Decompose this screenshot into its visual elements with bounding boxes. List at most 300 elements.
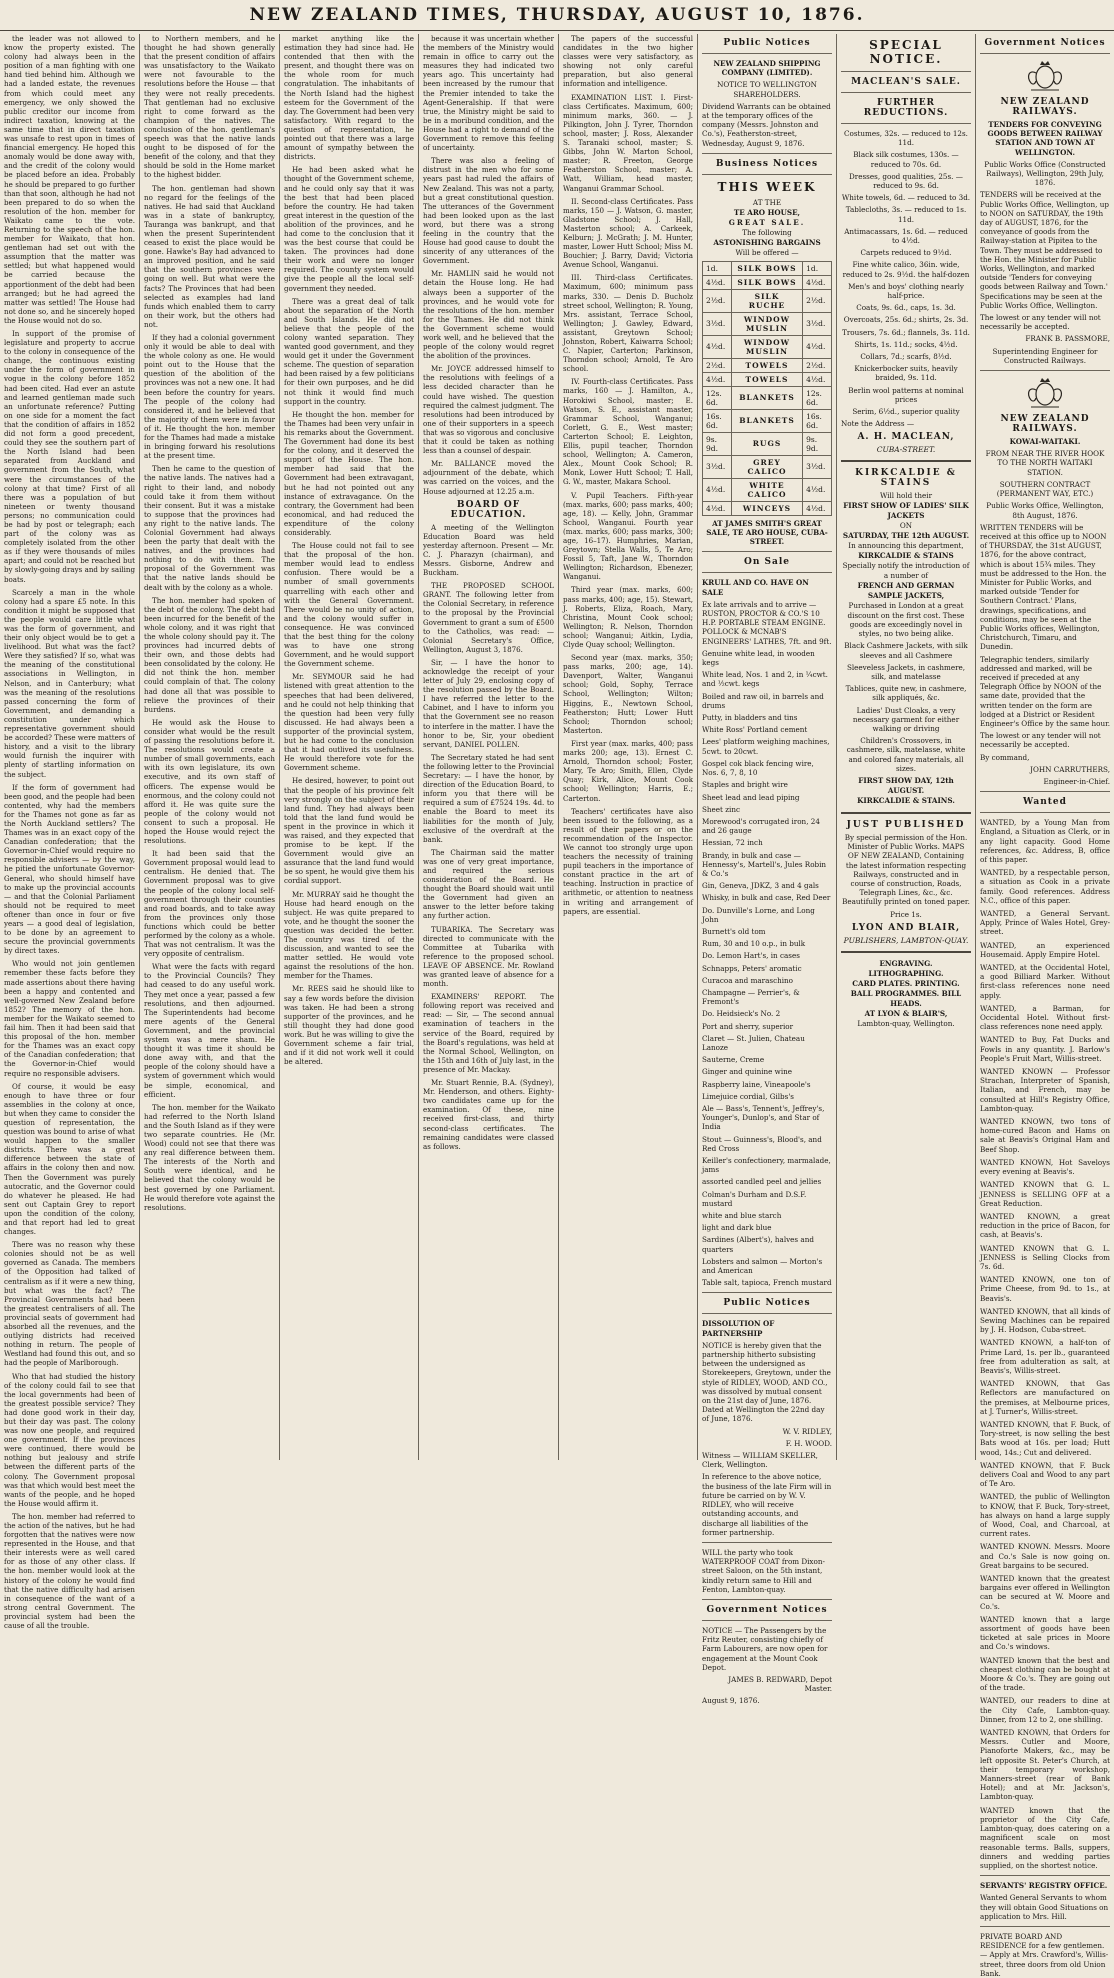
price-row [703, 501, 832, 515]
ad-line: AT LYON & BLAIR'S, [864, 1008, 948, 1018]
price-row [703, 372, 832, 386]
article-paragraph: The hon. gentleman had shown no regard for the feelings of the natives. He had said that Auckland was in a state of bankruptcy, Tauranga was bankrupt, and that when the present Superintendent ceased to exist the place would be gone. Hawke's Bay had advanced to an improved position, and he said that the southern provinces were going on well. But what were the facts? The Provinces that had been selected as examples had land funds which enabled them to carry on their work, but the others had not. [144, 183, 275, 329]
ad-body: Ex late arrivals and to arrive — RUSTON, PROCTOR & CO.'S 10 H.P. PORTABLE STEAM ENGINE. POLLOCK & MCNAB'S ENGINEERS' LATHES, 7ft. and 9ft. [702, 599, 832, 646]
article-paragraph: It had been said that the Government proposal would lead to centralism. He denied that. The Government proposal was to give the people of the colony local self-government through their counties and road boards, and to take away from the provinces only those functions which could be better performed by the colony as a whole. That was not centralism. It was the very opposite of centralism. [144, 849, 275, 959]
article-paragraph: He had been asked what he thought of the Government scheme, and he could only say that it was the best that had been placed before the country. He had taken great interest in the question of the abolition of the provinces, and he had come to the conclusion that it was the best course that could be taken. The provinces had done their work and were no longer required. The county system would give the people all the local self-government they needed. [284, 165, 414, 293]
price-row [703, 261, 832, 275]
list-item: Sheet zinc [702, 804, 740, 814]
section-heading: Government Notices [984, 38, 1106, 48]
price-value: 2½d. [803, 289, 832, 312]
list-item: Black silk costumes, 130s. — reduced to 70s. 6d. [853, 150, 959, 169]
article-paragraph: The Chairman said the matter was one of very great importance, and required the serious consideration of the Board. He thought the Board should wait until the Government had given an answer to the letter before taking any further action. [423, 847, 554, 921]
article-paragraph: First year (max. marks, 400; pass marks 200; age, 13). Ernest C. Arnold, Thorndon school; Foster, Mary, Te Aro; Smith, Ellen, Clyde Quay; Kirk, Alice, Mount Cook school; Wellington; Harris, E.; Carterton. [563, 738, 693, 803]
divider [980, 1875, 1110, 1876]
list-item: Costumes, 32s. — reduced to 12s. 11d. [844, 129, 968, 148]
price-row [703, 275, 832, 289]
wanted-ad: WANTED, a Barman, for Occidental Hotel. Without first-class references none need apply. [980, 1003, 1110, 1032]
list-item: Collars, 7d.; scarfs, 8½d. [860, 352, 952, 362]
article-paragraph: If they had a colonial government only it would be able to deal with the whole colony as one. He would point out to the House that the question of the abolition of the provinces was not a new one. It had been before the country for years. The people of the colony had considered it, and he believed that the majority of them were in favour of it. He thought the hon. member for the Thames had made a mistake in bringing forward his resolutions at the present time. [144, 333, 275, 461]
divider [841, 92, 971, 93]
list-item: assorted candled peel and jellies [702, 1177, 822, 1187]
ad-line: ENGRAVING. LITHOGRAPHING. [868, 958, 944, 978]
list-item: Lobsters and salmon — Morton's and American [702, 1256, 823, 1276]
wanted-ad: WANTED known that the greatest bargains ever offered in Wellington can be secured at W. Moore and Co.'s. [980, 1574, 1110, 1611]
wanted-ad: WANTED KNOWN — Professor Strachan, Interpreter of Spanish, Italian, and French, may be consulted at Hill's Registry Office, Lambton-quay. [980, 1067, 1110, 1113]
price-row [703, 289, 832, 312]
article-paragraph: If the form of government had been good, and the people had been contented, why had the members for the Thames not gone as far as the North Auckland settlers? The Thames was in an exact copy of the Canadian confederation; that the Governor-in-Chief would require no responsible advisers — by the way, he pitied the unfortunate Governor-General, who should himself have to make up the provincial accounts — and that the Colonial Parliament should not be required to meet oftener than once in four or five years — a good deal of legislation, to be done by an agreement to secure the provincial governments by direct taxes. [4, 782, 135, 956]
article-paragraph: There was no reason why these colonies should not be as well governed as Canada. The members of the Opposition had talked of centralism as if it were a new thing, but what was the fact? The Provincial Governments had been the greatest centralisers of all. The provincial seats of government had absorbed all the revenues, and the outlying districts had received nothing in return. The people of Westland had found this out, and so had the people of Marlborough. [4, 1240, 135, 1368]
list-item: Putty, in bladders and tins [702, 713, 798, 723]
ad-role: Engineer-in-Chief. [1043, 776, 1110, 786]
ad-title: THIS WEEK [717, 179, 817, 194]
price-item-name: GREY CALICO [731, 455, 802, 478]
ad-line: The following [742, 227, 792, 237]
ad-signature: W. V. RIDLEY, [782, 1426, 832, 1436]
list-item: Port and sherry, superior [702, 1021, 794, 1031]
ad-office: Public Works Office (Constructed Railways), Wellington, 29th July, 1876. [984, 159, 1106, 188]
price-item-name: TOWELS [731, 358, 802, 372]
ad-line: GREAT SALE. [728, 217, 806, 227]
price-value: 4½d. [803, 335, 832, 358]
divider [702, 174, 832, 175]
article-paragraph: He would ask the House to consider what would be the result of passing the resolutions before it. The resolutions would create a number of small governments, each with its own legislature, its own executive, and its own staff of officers. The expense would be enormous, and the colony could not afford it. He was quite sure the people of the colony would not consent to such a proposal. He hoped the House would reject the resolutions. [144, 717, 275, 846]
price-value: 4½d. [703, 335, 732, 358]
list-item: White Ross' Portland cement [702, 725, 808, 735]
article-paragraph: The papers of the successful candidates in the two higher classes were very satisfactory, as showing not only careful preparation, but also general information and intelligence. [563, 34, 693, 89]
article-paragraph: The Secretary stated he had sent the following letter to the Provincial Secretary: — I have the honor, by direction of the Education Board, to inform you that there will be required a sum of £7524 19s. 4d. to enable the Board to meet its liabilities for the month of July, exclusive of the overdraft at the bank. [423, 752, 554, 844]
list-item: Sheet lead and lead piping [702, 792, 800, 802]
ad-body: WILL the party who took WATERPROOF COAT from Dixon-street Saloon, on the 5th instant, kindly return same to Hill and Fenton, Lambton-quay. [702, 1547, 825, 1594]
price-item-name: SILK BOWS [731, 275, 802, 289]
divider [841, 123, 971, 124]
price-value: 4½d. [703, 372, 732, 386]
list-item: Knickerbocker suits, heavily braided, 9s. 11d. [854, 364, 958, 383]
article-paragraph: In support of the promise of legislature and property to accrue to the colony in consequence of the change, the continuous existing under the form of government in vogue in the colony before 1852 had been cited. Had ever an astute and learned gentleman made such an unfortunate reference? Putting on one side for a moment the fact that the condition of affairs in 1852 did not form a good precedent, could they see the southern part of the North Island had been separated from Auckland and government from the South, what were the circumstances of the colony at that time? First of all there was a population of but nineteen or twenty thousand persons; no communication could be had by post or telegraph; each part of the colony was as completely isolated from the other as if they were thousands of miles apart; and could not be reached but by slowly-going drays and by sailing boats. [4, 329, 135, 584]
list-item: Limejuice cordial, Gilbs's [702, 1091, 794, 1101]
list-item: Sauterne, Creme [702, 1055, 765, 1065]
ad-body: Dividend Warrants can be obtained at the temporary offices of the company (Messrs. Johnston and Co.'s), Featherston-street, Wednesday, August 9, 1876. [702, 101, 831, 148]
ad-body: In reference to the above notice, the business of the late Firm will in future be carried on by W. V. RIDLEY, who will receive outstanding accounts, and discharge all liabilities of the former partnership. [702, 1472, 832, 1537]
ad-line: Purchased in London at a great discount on the first cost. These goods are exceedingly novel in styles, no two being alike. [847, 601, 965, 639]
article-paragraph: EXAMINERS' REPORT. The following report was received and read: — Sir, — The second annual examination of teachers in the service of the Board, required by the Board's regulations, was held at the Normal School, Wellington, on the 15th and 16th of July last, in the presence of Mr. Mackay. [423, 992, 554, 1074]
article-paragraph: to Northern members, and he thought he had shown generally that the present condition of affairs was unsatisfactory to the Waikato were not favourable to the resolutions before the House — that they were not really precedents. That gentleman had no exclusive right to come forward as the champion of the natives. The conclusion of the hon. gentleman's speech was that the native lands ought to be disposed of for the benefit of the colony, and that they should be sold in the Home market to the highest bidder. [144, 34, 275, 180]
price-value: 3½d. [703, 455, 732, 478]
list-item: Morewood's corrugated iron, 24 and 26 gauge [702, 816, 820, 836]
ad-line: AT THE [752, 197, 782, 207]
divider [702, 1292, 832, 1293]
article-paragraph: Sir, — I have the honor to acknowledge the receipt of your letter of July 29, enclosing copy of the resolution passed by the Board. I have referred the letter to the Cabinet, and I have to inform you that the Government see no reason to interfere in the matter. I have the honor to be, Sir, your obedient servant, DANIEL POLLEN. [423, 657, 554, 749]
divider [702, 1542, 832, 1543]
ad-line: Tablices, quite new, in cashmere, silk appliqués, &c. [845, 684, 967, 703]
article-paragraph: He thought the hon. member for the Thames had been very unfair in his remarks about the Government. The Government had done its best for the colony, and it deserved the support of the House. The hon. member had said that the Government had been extravagant, but he had not pointed out any instance of extravagance. On the contrary, the Government had been economical, and had reduced the expenditure of the colony considerably. [284, 409, 414, 537]
list-item: Boiled and raw oil, in barrels and drums [702, 691, 824, 710]
article-paragraph: THE PROPOSED SCHOOL GRANT. The following letter from the Colonial Secretary, in reference to the proposal by the Provincial Government to grant a sum of £500 to the Catholics, was read: — Colonial Secretary's Office, Wellington, August 3, 1876. [423, 581, 554, 654]
list-item: Colman's Durham and D.S.F. mustard [702, 1189, 807, 1208]
price-value: 12s. 6d. [803, 386, 832, 409]
price-item-name: WINDOW MUSLIN [731, 312, 802, 335]
column-4 [419, 34, 558, 1460]
list-item: Ginger and quinine wine [702, 1067, 793, 1077]
divider [980, 1926, 1110, 1927]
list-item: Stout — Guinness's, Blood's, and Red Cross [702, 1134, 822, 1153]
list-item: Staples and bright wire [702, 780, 788, 790]
ad-line: Sleeveless Jackets, in cashmere, silk, and matelasse [846, 662, 966, 681]
price-item-name: BLANKETS [731, 409, 802, 432]
price-value: 9s. 9d. [803, 432, 832, 455]
price-row [703, 335, 832, 358]
price-value: 1d. [803, 261, 832, 275]
ad-line: KIRKCALDIE & STAINS [858, 551, 954, 561]
ad-line: BALL PROGRAMMES. BILL HEADS. [850, 988, 962, 1008]
list-item: light and dark blue [702, 1223, 772, 1233]
section-heading: Wanted [1023, 797, 1067, 808]
column-8 [976, 34, 1114, 1978]
price-value: 4½d. [703, 275, 732, 289]
article-paragraph: The hon. member for the Waikato had referred to the North Island and the South Island as if they were two separate countries. He (Mr. Wood) could not see that there was any real difference between them. The interests of the North and South were identical, and he believed that the colony would be best governed by one Parliament. He would therefore vote against the resolutions. [144, 1102, 275, 1212]
ad-body: The lowest or any tender will not necessarily be accepted. [980, 731, 1101, 750]
ad-price: Price 1s. [890, 909, 922, 919]
divider [980, 53, 1110, 54]
section-heading: On Sale [744, 557, 790, 568]
wanted-ad: WANTED KNOWN, that F. Buck, of Tory-street, is now selling the best Bats wood at 16s. per load; Hutt wood, 14s.; Cut and delivered. [980, 1419, 1110, 1457]
price-value: 2½d. [703, 289, 732, 312]
reductions-list [841, 129, 971, 416]
price-value: 4½d. [803, 478, 832, 501]
price-value: 9s. 9d. [703, 432, 732, 455]
price-item-name: TOWELS [731, 372, 802, 386]
divider [702, 572, 832, 573]
ad-address: PUBLISHERS, LAMBTON-QUAY. [843, 935, 969, 945]
article-paragraph: because it was uncertain whether the members of the Ministry would remain in office to carry out the measures they had indicated two years ago. This uncertainty had been increased by the rumour that the Premier intended to take the Agent-Generalship. If that were true, the Ministry might be said to be in a moribund condition, and the House had a right to demand of the Government to remove this feeling of uncertainty. [423, 34, 554, 153]
wanted-ad: WANTED, a General Servant. Apply, Prince of Wales Hotel, Grey-street. [980, 909, 1110, 937]
ad-line: Lambton-quay, Wellington. [857, 1018, 955, 1028]
article-paragraph: TUBARIKA. The Secretary was directed to communicate with the Committee at Tubarika with reference to the proposed school. LEAVE OF ABSENCE. Mr. Rowland was granted leave of absence for a month. [423, 924, 554, 989]
list-item: Fine white calico, 36in. wide, reduced to 2s. 9½d. the half-dozen [842, 260, 970, 279]
divider [702, 53, 832, 54]
price-value: 16s. 6d. [703, 409, 732, 432]
article-paragraph: Who would not join gentlemen remember these facts before they made assertions about there having been a happy and contented and well-governed New Zealand before 1852? The memory of the hon. member for the Waikato seemed to fail him. Then it had been said that this proposal of the hon. member for the Thames was an exact copy of the Canadian confederation; that the Governor-in-Chief would require no responsible advisers. [4, 959, 135, 1078]
ad-subtitle: SOUTHERN CONTRACT (PERMANENT WAY, ETC.) [996, 479, 1094, 499]
list-item: Do. Lemon Hart's, in cases [702, 951, 800, 961]
ad-title: SPECIAL NOTICE. [869, 38, 943, 66]
ad-signature: F. H. WOOD. [785, 1438, 832, 1448]
ad-title: KIRKCALDIE & STAINS [855, 468, 957, 489]
article-paragraph: Mr. HAMLIN said he would not detain the House long. He had always been a supporter of the provinces, and he would vote for the resolutions of the hon. member for the Thames. He did not think the Government scheme would work well, and he believed that the people of the colony would regret the abolition of the provinces. [423, 269, 554, 361]
wanted-ad: WANTED KNOWN, that Orders for Messrs. Cutler and Moore, Pianoforte Makers, &c., may be left opposite St. Peter's Church, at their temporary workshop, Manners-street (rear of Bank Hotel); and at Mr. Jackson's, Lambton-quay. [980, 1728, 1110, 1802]
list-item: Champagne — Perrier's, & Fremont's [702, 987, 800, 1007]
list-item: Rum, 30 and 10 o.p., in bulk [702, 939, 806, 949]
column-5 [559, 34, 697, 1460]
ad-role: Superintending Engineer for Constructed Railways. [992, 346, 1098, 365]
ad-footer: AT JAMES SMITH'S GREAT SALE, TE ARO HOUSE, CUBA-STREET. [706, 518, 828, 547]
price-value: 4½d. [703, 501, 732, 515]
article-paragraph: Teachers' certificates have also been issued to the following, as a result of their papers or on the recommendation of the Inspector. We cannot too strongly urge upon teachers the necessity of training pupil teachers in the importance of constant practice in the art of teaching. Instruction in practice of arithmetic, or attention to neatness in writing and arrangement of papers, are essential. [563, 806, 693, 916]
article-paragraph: What were the facts with regard to the Provincial Councils? They had ceased to do any useful work. They met once a year, passed a few resolutions, and then adjourned. The Superintendents had become mere agents of the General Government, and the provincial system was a mere sham. He thought it was time it should be done away with, and that the people of the colony should have a system of government which would be simple, economical, and efficient. [144, 962, 275, 1099]
ad-subtitle: FURTHER REDUCTIONS. [863, 98, 949, 118]
article-paragraph: Mr. MURRAY said he thought the House had heard enough on the subject. He was quite prepared to vote, and he thought the sooner the question was decided the better. The country was tired of the discussion, and wanted to see the matter settled. He would vote against the resolutions of the hon. member for the Thames. [284, 889, 414, 981]
ad-name: A. H. MACLEAN, [857, 432, 955, 443]
ad-line: Black Cashmere Jackets, with silk sleeves and all Cashmere [844, 641, 968, 660]
article-paragraph: IV. Fourth-class Certificates. Pass marks, 160 — J. Hamilton, A., Horokiwi School, master; E. Watson, S. E., assistant master, Grammar School, Wanganui; Corlett, G. E., West master; Carterton School; E. Leighton, Ellis, pupil teacher, Thorndon school, Wellington; A. Cameron, Alex., Mount Cook School; R. Monk, Lower Hutt School; T. Hall, G. W., master, Makara School. [563, 377, 693, 487]
section-heading: Public Notices [723, 1298, 811, 1309]
list-item: Antimacassars, 1s. 6d. — reduced to 4½d. [844, 226, 968, 246]
article-paragraph: Mr. JOYCE addressed himself to the resolutions with feelings of a less decided character than he could have wished. The question required the calmest judgment. The resolutions had been introduced by one of their supporters in a speech that was so vigorous and conclusive that it could be taken as nothing less than a counsel of despair. [423, 364, 554, 456]
divider [702, 551, 832, 552]
ad-body: Telegraphic tenders, similarly addressed and marked, will be received if preceded at any Telegraph Office by NOON of the same date, provided that the written tender on the form are lodged at a District or Resident Engineer's Office by the same hour. [980, 654, 1111, 728]
ad-body: WRITTEN TENDERS will be received at this office up to NOON of THURSDAY, the 31st AUGUST, 1876, for the above contract, which is about 15¾ miles. They must be addressed to the Hon. the Minister for Public Works, and marked outside 'Tender for Southern Contract.' Plans, drawings, specifications, and conditions, may be seen at the Public Works offices, Wellington, Christchurch, Timaru, and Dunedin. [980, 522, 1107, 652]
price-row [703, 312, 832, 335]
list-item: Tablecloths, 3s. — reduced to 1s. 11d. [845, 205, 967, 224]
ad-subtitle: TENDERS FOR CONVEYING GOODS BETWEEN RAILWAY STATION AND TOWN AT WELLINGTON. [987, 120, 1103, 157]
list-item: Do. Heidsieck's No. 2 [702, 1009, 781, 1019]
ad-line: KIRKCALDIE & STAINS. [857, 795, 955, 805]
ad-title: DISSOLUTION OF PARTNERSHIP [702, 1319, 775, 1338]
price-value: 12s. 6d. [703, 386, 732, 409]
column-7 [837, 34, 975, 1460]
ad-subtitle: NOTICE TO WELLINGTON SHAREHOLDERS. [717, 80, 817, 99]
list-item: Lees' platform weighing machines, 5cwt. to 20cwt. [702, 737, 830, 756]
article-paragraph: Of course, it would be easy enough to have three or four assemblies in the colony at once, but when they came to consider the question of representation, the question was bound to arise of what would happen to the smaller districts. There was a great difference between the state of affairs in the colony then and now. Then the Government was purely autocratic, and the Governor could do whatever he pleased. He had sent out Captain Grey to report upon the condition of the colony, and that report had led to great changes. [4, 1081, 135, 1237]
list-item: Gin, Geneva, JDKZ, 3 and 4 gals [702, 881, 819, 891]
divider [980, 370, 1110, 371]
price-item-name: WINDOW MUSLIN [731, 335, 802, 358]
ad-date: August 9, 1876. [702, 1696, 760, 1706]
ad-body: The lowest or any tender will not necessarily be accepted. [980, 313, 1101, 332]
section-heading: Business Notices [715, 158, 819, 169]
article-paragraph: Second year (max. marks, 350; pass marks, 200; age, 14). Davenport, Walter, Wanganui school; Gold, Sophy, Terrace School, Wellington; Wilton; Higgins, E., Newtown School, Featherston; Hutt; Lower Hutt School; Thorndon school; Masterton. [563, 653, 693, 735]
ad-address: CUBA-STREET. [876, 445, 936, 455]
price-value: 4½d. [803, 372, 832, 386]
price-value: 3½d. [803, 455, 832, 478]
article-paragraph: Mr. BALLANCE moved the adjournment of the debate, which was carried on the voices, and the House adjourned at 12.25 a.m. [423, 459, 554, 496]
ad-name: LYON AND BLAIR, [851, 922, 961, 933]
price-row [703, 409, 832, 432]
list-item: Shirts, 1s. 11d.; socks, 4½d. [854, 339, 958, 349]
royal-crest-icon [1023, 376, 1067, 410]
column-6 [698, 34, 836, 1706]
price-item-name: SILK BOWS [731, 261, 802, 275]
ad-body: PRIVATE BOARD AND RESIDENCE for a few gentlemen. — Apply at Mrs. Crawford's, Willis-street, three doors from old Union Bank. [980, 1931, 1109, 1978]
list-item: Berlin wool patterns at nominal prices [848, 385, 964, 404]
article-paragraph: V. Pupil Teachers. Fifth-year (max. marks, 600; pass marks, 400; age, 18). — Kelly, John, Grammar School, Wanganui. Fourth year (max. marks, 600; pass marks, 300; age, 16–17). Humphries, Marian, Greytown; Stella Walls, 5, Te Aro; Fossil 5, Taft, Jane W., Thorndon Wellington; Richardson, Ebenezer, Wanganui. [563, 490, 693, 582]
price-value: 4½d. [703, 478, 732, 501]
article-paragraph: II. Second-class Certificates. Pass marks, 150 — J. Watson, G. master, Gladstone School; J. Hall, Masterton school; A. Carkeek, Kelburn; J. McGrath; J. M. Hunter, master, Lower Hutt School; Miss M. Bouchier; J. Barry, David; Victoria Avenue School, Wanganui. [563, 196, 693, 270]
price-item-name: BLANKETS [731, 386, 802, 409]
list-item: White towels, 6d. — reduced to 3d. [841, 193, 971, 203]
wanted-ad: WANTED, our readers to dine at the City Cafe, Lambton-quay. Dinner, from 12 to 2, one shilling. [980, 1696, 1110, 1724]
ad-line: Will be offered — [735, 247, 799, 257]
ad-line: ASTONISHING BARGAINS [713, 237, 821, 247]
article-paragraph: Who that had studied the history of the colony could fail to see that the local governments had been of the greatest possible service? They had done good work in their day, but their day was past. The colony was now one people, and required one government. If the provinces were continued, there would be nothing but jealousy and strife between the different parts of the colony. The Government proposal was that which would best meet the wants of the people, and he hoped the House would affirm it. [4, 1371, 135, 1508]
wanted-ad: WANTED KNOWN. Messrs. Moore and Co.'s Sale is now going on. Great bargains to be secured. [980, 1542, 1110, 1570]
list-item: Serim, 6½d., superior quality [852, 407, 960, 417]
column-2 [140, 34, 279, 1460]
list-item: Coats, 9s. 6d., caps, 1s. 3d. [856, 303, 956, 313]
divider [702, 1620, 832, 1621]
wanted-ad: WANTED KNOWN that G. L. JENNESS is SELLING OFF at a Great Reduction. [980, 1180, 1110, 1208]
article-paragraph: The hon. member had spoken of the debt of the colony. The debt had been incurred for the benefit of the whole colony, and it was right that the whole colony should pay it. The provinces had incurred debts of their own, and those debts had been consolidated by the colony. He did not think the hon. member could complain of that. The colony had done all that was possible to relieve the provinces of their burdens. [144, 595, 275, 714]
list-item: Claret — St. Julien, Chateau Lanoze [702, 1033, 805, 1052]
wanted-list [980, 818, 1110, 1870]
divider [841, 812, 971, 814]
article-paragraph: The hon. member had referred to the action of the natives, but he had forgotten that the natives were now represented in the House, and that their interests were as well cared for as those of any other class. If the hon. member would look at the history of the colony he would find that the native difficulty had arisen in consequence of the want of a strong central Government. The provincial system had been the cause of all the trouble. [4, 1511, 135, 1631]
ad-line: Children's Crossovers, in cashmere, silk, matelasse, white and colored fancy materials, all sizes. [846, 736, 966, 773]
section-heading: Public Notices [723, 38, 811, 48]
ad-line: ON [899, 521, 913, 531]
price-row [703, 432, 832, 455]
section-heading: BOARD OF EDUCATION. [450, 499, 527, 520]
ad-witness: Witness — WILLIAM SKELLER, Clerk, Wellington. [702, 1451, 818, 1470]
krull-item-list [702, 649, 832, 1288]
list-item: Dresses, good qualities, 25s. — reduced to 9s. 6d. [849, 171, 963, 191]
ad-title: SERVANTS' REGISTRY OFFICE. [980, 1881, 1108, 1891]
divider [841, 460, 971, 462]
ad-line: SATURDAY, THE 12th AUGUST. [842, 531, 970, 541]
ad-line: In announcing this department, [848, 541, 964, 551]
list-item: Do. Dunville's Lorne, and Long John [702, 905, 815, 924]
list-item: Genuine white lead, in wooden kegs [702, 648, 815, 668]
masthead-title: NEW ZEALAND TIMES, THURSDAY, AUGUST 10, 1876. [249, 5, 865, 25]
list-item: White lead, Nos. 1 and 2, in ¼cwt. and ½cwt. kegs [702, 670, 828, 689]
ad-line: FIRST SHOW DAY, 12th AUGUST. [858, 775, 954, 795]
wanted-ad: WANTED known that the best and cheapest clothing can be bought at Moore & Co.'s. They are going out of the trade. [980, 1655, 1110, 1693]
list-item: Gospel cok black fencing wire, Nos. 6, 7, 8, 10 [702, 758, 814, 778]
list-item: Hessian, 72 inch [702, 838, 763, 848]
price-value: 3½d. [703, 312, 732, 335]
price-row [703, 478, 832, 501]
article-paragraph: Then he came to the question of the native lands. The natives had a right to their land, and nobody could take it from them without their consent. But it was a mistake to suppose that the provinces had any right to the native lands. The Colonial Government had always been the party that dealt with the natives, and the provinces had nothing to do with them. The proposal of the Government was that the native lands should be dealt with by the colony as a whole. [144, 464, 275, 592]
wanted-ad: WANTED KNOWN, a half-ton of Prime Lard, 1s. per lb., guaranteed free from adulteration as salt, at Beavis's, Willis-street. [980, 1338, 1110, 1375]
price-item-name: SILK RUCHE [731, 289, 802, 312]
article-paragraph: Third year (max. marks, 600; pass marks, 400; age, 15). Stewart, J. Roberts, Eliza, Roach, Mary, Christina, Mount Cook school; Wellington; R. Nelson, Thorndon school; Wanganui; Aitkin, Lydia, Clyde Quay school; Wellington. [563, 585, 693, 649]
article-paragraph: There was also a feeling of distrust in the men who for some years past had ruled the affairs of New Zealand. This was not a party, but a great constitutional question. The utterances of the Government had been looked upon as the last word, but there was a strong feeling in the country that the House had good cause to doubt the sincerity of any utterances of the Government. [423, 156, 554, 266]
wanted-ad: WANTED, at the Occidental Hotel, a good Billiard Marker. Without first-class references none need apply. [980, 963, 1110, 1000]
price-value: 2½d. [703, 358, 732, 372]
divider [980, 791, 1110, 792]
list-item: Burnett's old tom [702, 926, 766, 936]
article-paragraph: A meeting of the Wellington Education Board was held yesterday afternoon. Present — Mr. C. J. Pharazyn (chairman), and Messrs. Gisborne, Andrew and Buckham. [423, 522, 554, 578]
list-item: Whisky, in bulk and case, Red Deer [702, 893, 831, 903]
list-item: Sardines (Albert's), halves and quarters [702, 1235, 814, 1254]
article-paragraph: III. Third-class Certificates. Maximum, 600; minimum pass marks, 330. — Denis D. Bucholz street school, Wellington; R. Young, Mrs. assistant, Terrace School, Wellington; J. Gawley, Edward, assistant, Greytown School; Johnston, Robert, Kaiwarra School; C. Napier, Carterton; Parkinson, Thorndon school; Arnold, Te Aro school. [563, 273, 693, 374]
wanted-ad: WANTED KNOWN, that F. Buck delivers Coal and Wood to any part of Te Aro. [980, 1460, 1110, 1489]
ad-title: NEW ZEALAND SHIPPING COMPANY (LIMITED). [713, 59, 821, 78]
wanted-ad: WANTED KNOWN, that all kinds of Sewing Machines can be repaired by J. H. Hodson, Cuba-street. [980, 1306, 1110, 1335]
ad-body: By special permission of the Hon. Minister of Public Works. MAPS OF NEW ZEALAND, Containing the latest information respecting Railways, constructed and in course of construction, Roads, Telegraph Lines, &c., &c. Beautifully printed on toned paper. [842, 832, 970, 907]
article-paragraph: Scarcely a man in the whole colony had a spare £5 note. In this condition it might be supposed that the people would care little what was the form of government, and their only object would be to get a livelihood. But what was the fact? Were they satisfied? If so, what was the meaning of the constitutional associations in Wellington, in Nelson, and in Canterbury; what was the meaning of the resolutions passed concerning the form of Government, and demanding a constitution under which representative government should be accorded? These were matters of history, and a visit to the library would furnish the inquirer with plenty of startling information on the subject. [4, 587, 135, 779]
ad-title: JUST PUBLISHED [846, 819, 966, 830]
list-item: Curacoa and maraschino [702, 975, 793, 985]
list-item: Schnapps, Peters' aromatic [702, 963, 802, 973]
list-item: Overcoats, 25s. 6d.; shirts, 2s. 3d. [843, 315, 969, 325]
column-3 [280, 34, 418, 1460]
list-item: Table salt, tapioca, French mustard [702, 1278, 832, 1288]
list-item: Carpets reduced to 9½d. [860, 248, 952, 258]
wanted-ad: WANTED known that the proprietor of the City Cafe, Lambton-quay, does catering on a magnificent scale on most reasonable terms. Balls, suppers, dinners and wedding parties supplied, on the shortest notice. [980, 1805, 1110, 1870]
article-paragraph: The House could not fail to see that the proposal of the hon. member would lead to endless confusion. There would be a number of small governments quarrelling with each other and with the General Government. There would be no unity of action, and the colony would suffer in consequence. He was convinced that the best thing for the colony was to have one strong Government, and he would support the Government scheme. [284, 541, 414, 669]
article-paragraph: There was a great deal of talk about the separation of the North and South Islands. He did not believe that the people of the colony wanted separation. They wanted good government, and they would get it under the Government scheme. The question of separation had been raised by a few politicians for their own purposes, and he did not think it would find much support in the country. [284, 296, 414, 406]
wanted-ad: WANTED, by a respectable person, a situation as Cook in a private family. Good references. Address N.C., office of this paper. [980, 868, 1110, 905]
list-item: white and blue starch [702, 1211, 782, 1221]
price-row [703, 358, 832, 372]
ad-line: By command, [980, 752, 1030, 762]
ad-line: Note the Address — [841, 419, 915, 429]
divider [980, 812, 1110, 813]
price-value: 4½d. [803, 501, 832, 515]
list-item: Men's and boys' clothing nearly half-price. [848, 281, 964, 301]
wanted-ad: WANTED to Buy, Fat Ducks and Fowls in any quantity. J. Barlow's People's Fruit Mart, Willis-street. [980, 1035, 1110, 1063]
wanted-ad: WANTED, the public of Wellington to KNOW, that F. Buck, Tory-street, has always on hand a large supply of Wood, Coal, and Charcoal, at current rates. [980, 1492, 1110, 1539]
ad-body: NOTICE — The Passengers by the Fritz Reuter, consisting chiefly of Farm Labourers, are now open for engagement at the Mount Cook Depot. [702, 1625, 828, 1672]
price-item-name: WHITE CALICO [731, 478, 802, 501]
wanted-ad: WANTED, an experienced Housemaid. Apply Empire Hotel. [980, 940, 1110, 959]
wanted-ad: WANTED known that a large assortment of goods have been ticketed at sale prices in Moore and Co.'s windows. [980, 1614, 1110, 1652]
ad-line: Will hold their [879, 491, 933, 501]
article-paragraph: He desired, however, to point out that the people of his province felt very strongly on the subject of their land fund. They had always been told that the land fund would be spent in the province in which it was raised, and they expected that promise to be kept. If the Government would give an assurance that the land fund would be so spent, he would give them his cordial support. [284, 776, 414, 886]
price-value: 4½d. [803, 275, 832, 289]
divider [841, 71, 971, 72]
list-item: Trousers, 7s. 6d.; flannels, 3s. 11d. [842, 327, 970, 337]
ad-subtitle: FROM NEAR THE RIVER HOOK TO THE NORTH WAITAKI STATION. [985, 449, 1105, 477]
masthead [0, 0, 1114, 31]
wanted-ad: WANTED, by a Young Man from England, a Situation as Clerk, or in any light capacity. Good Home references, &c. Address, B, office of this paper. [980, 818, 1110, 864]
list-item: Raspberry laine, Vineapoole's [702, 1079, 811, 1089]
list-item: Keiller's confectionery, marmalade, jams [702, 1156, 831, 1175]
ad-line: FIRST SHOW OF LADIES' SILK JACKETS [843, 501, 969, 521]
ad-subtitle: KOWAI-WAITAKI. [1009, 437, 1081, 447]
divider [702, 1599, 832, 1600]
article-paragraph: Mr. REES said he should like to say a few words before the division was taken. He had been a strong supporter of the provinces, and he still thought they had done good work. But he was willing to give the Government scheme a fair trial, and if it did not work well it could be altered. [284, 984, 414, 1067]
price-table [702, 261, 832, 516]
article-paragraph: Mr. SEYMOUR said he had listened with great attention to the speeches that had been delivered, and he could not help thinking that the question had been very fully discussed. He had always been a supporter of the provincial system, but he had come to the conclusion that it had outlived its usefulness. He would therefore vote for the Government scheme. [284, 672, 414, 773]
wanted-ad: WANTED KNOWN, Hot Saveloys every evening at Beavis's. [980, 1157, 1110, 1177]
wanted-ad: WANTED KNOWN, that Gas Reflectors are manufactured on the premises, at Melbourne prices, at J. Turner's, Willis-street. [980, 1379, 1110, 1416]
ad-line: Ladies' Dust Cloaks, a very necessary garment for either walking or driving [852, 705, 960, 733]
article-paragraph: market anything like the estimation they had since had. He contended that then with the present, and thought there was on the whole room for much congratulation. The inhabitants of the North Island had the highest esteem for the Government of the day. The Government had been very satisfactory. With regard to the question of representation, he pointed out that there was a large amount of sympathy between the districts. [284, 34, 414, 162]
ad-line: CARD PLATES. PRINTING. [852, 978, 960, 988]
ad-line: FRENCH AND GERMAN SAMPLE JACKETS, [857, 581, 955, 601]
ad-body: NOTICE is hereby given that the partnership hitherto subsisting between the undersigned as Storekeepers, Greytown, under the style of RIDLEY, WOOD, AND CO., was dissolved by mutual consent on the 21st day of June, 1876. Dated at Wellington the 22nd day of June, 1876. [702, 1340, 831, 1424]
royal-crest-icon [1023, 59, 1067, 93]
wanted-ad: WANTED KNOWN, one ton of Prime Cheese, from 9d. to 1s., at Beavis's. [980, 1275, 1110, 1303]
ad-signature: FRANK B. PASSMORE, [1025, 334, 1110, 344]
ad-line: Specially notify the introduction of a number of [842, 561, 970, 581]
ad-title: KRULL AND CO. HAVE ON SALE [702, 578, 809, 597]
price-value: 16s. 6d. [803, 409, 832, 432]
ad-body: TENDERS will be received at the Public Works Office, Wellington, up to NOON on SATURDAY, the 19th day of AUGUST, 1876, for the conveyance of goods from the Railway-station at Pipitea to the Town. They must be addressed to the Hon. the Minister for Public Works, Wellington, and marked outside 'Tenders for conveying goods between Railway and Town.' Specifications may be seen at the Public Works Office, Wellington. [980, 190, 1109, 310]
price-item-name: WINCEYS [731, 501, 802, 515]
wanted-ad: WANTED KNOWN, two tons of home-cured Bacon and Hams on sale at Beavis's Original Ham and Beef Shop. [980, 1117, 1110, 1154]
ad-office: Public Works Office, Wellington, 8th August, 1876. [986, 501, 1104, 520]
ad-line: TE ARO HOUSE, [733, 207, 801, 217]
divider [841, 951, 971, 953]
ad-title: NEW ZEALAND RAILWAYS. [1000, 97, 1090, 117]
article-paragraph: Mr. Stuart Rennie, B.A. (Sydney), Mr. Henderson, and others. Eighty-two candidates came up for the examination. Of these, nine received first-class, and thirty second-class certificates. The remaining candidates were classed as follows. [423, 1078, 554, 1151]
price-value: 3½d. [803, 312, 832, 335]
wanted-ad: WANTED KNOWN, a great reduction in the price of Bacon, for cash, at Beavis's. [980, 1211, 1110, 1240]
ad-body: Wanted General Servants to whom they will obtain Good Situations on application to Mrs. Hill. [980, 1893, 1109, 1921]
list-item: Ale — Bass's, Tennent's, Jeffrey's, Younger's, Dunlop's, and Star of India [702, 1103, 825, 1132]
ad-signature: JAMES B. REDWARD, Depot Master. [728, 1674, 832, 1694]
price-row [703, 386, 832, 409]
article-paragraph: the leader was not allowed to know the property existed. The colony had always been in the position of a man fighting with one hand tied behind him. Although we had a landed estate, the revenues from which could meet any emergency, we only showed the public creditor our income from indirect taxation, knowing at the same time that in direct taxation was unsafe to rest upon in times of financial emergency. He hoped this anomaly would be done away with, and the credit of the colony would be placed before an idea. Probably he should be prepared to go further than that soon, although he had not been prepared to do so when the resolution of the hon. member for Waikato came to the vote. Returning to the speech of the hon. member for Waikato, that hon. gentleman had set out with the assumption that the matter was settled; but what happened would be carried because the apportionment of the debt had been arranged; but he had agreed the matter was settled! The House had not done so, and he sincerely hoped the House would not do so. [4, 34, 135, 325]
ad-signature: JOHN CARRUTHERS, [1030, 764, 1110, 774]
price-value: 1d. [703, 261, 732, 275]
column-1 [0, 34, 139, 1631]
price-item-name: RUGS [731, 432, 802, 455]
divider [702, 1313, 832, 1314]
list-item: Brandy, in bulk and case — Hennessy's, Martell's, Jules Robin & Co.'s [702, 850, 827, 878]
